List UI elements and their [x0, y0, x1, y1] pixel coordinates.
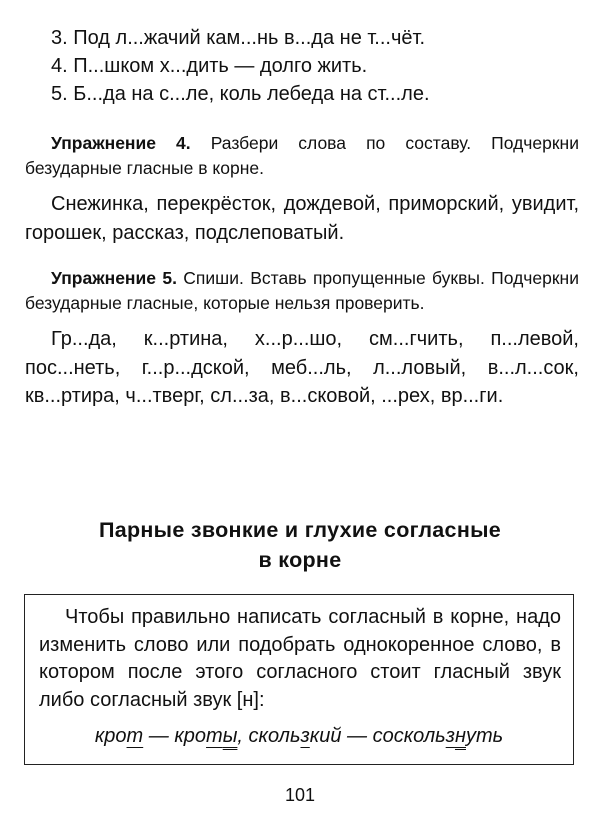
example-word: уть [465, 725, 504, 747]
rule-box [24, 594, 574, 765]
section-heading-line: в корне [258, 548, 342, 572]
exercise-instructions: Разбери слова по составу. Подчеркни безударные гласные в корне. [25, 133, 579, 178]
example-word: со [372, 725, 394, 747]
section-heading [0, 515, 600, 575]
proverb-item: 4. П...шком х...дить — долго жить. [51, 55, 368, 77]
example-word: сколь [248, 725, 301, 747]
underlined-consonant: з [300, 725, 310, 747]
section-heading-line: Парные звонкие и глухие согласные [98, 518, 502, 542]
double-underlined-consonant: н [454, 725, 466, 747]
exercise-task [25, 266, 579, 316]
exercise-label: Упражнение 4. [51, 133, 191, 153]
example-word: сколь [393, 725, 446, 747]
example-word: кий [309, 725, 342, 747]
proverb-item: 5. Б...да на с...ле, коль лебеда на ст...ле. [51, 83, 430, 105]
exercise-words: Гр...да, к...ртина, х...р...шо, см...гчить, п...левой, пос...неть, г...р...дской, меб...ль, л...ловый, в...л...сок, кв...ртира, ч...тверг, сл...за, в...сковой, ...рех, вр...ги. [25, 328, 579, 407]
exercise-5 [25, 266, 579, 411]
example-word: кро [94, 725, 127, 747]
exercise-instructions: Спиши. Вставь пропущенные буквы. Подчеркни безударные гласные, которые нельзя проверить. [25, 268, 579, 313]
proverb-item: 3. Под л...жачий кам...нь в...да не т...чёт. [51, 27, 426, 49]
double-underlined-vowel: ы [222, 725, 238, 747]
comma: , [237, 725, 249, 747]
example-word: кро [174, 725, 207, 747]
underlined-consonant: т [206, 725, 223, 747]
exercise-words: Снежинка, перекрёсток, дождевой, приморский, увидит, горошек, рассказ, подслеповатый. [25, 193, 579, 244]
proverb-list [51, 24, 430, 108]
underlined-consonant: т [126, 725, 144, 747]
underlined-consonant: з [445, 725, 455, 747]
page-number: 101 [284, 785, 316, 805]
rule-text: Чтобы правильно написать согласный в корне, надо изменить слово или подобрать однокоренное слово, в котором после этого согласного стоит гласный звук либо согласный звук [н]: [39, 606, 561, 711]
exercise-label: Упражнение 5. [51, 268, 177, 288]
dash: — [143, 725, 175, 747]
exercise-4 [25, 131, 579, 247]
dash: — [341, 725, 373, 747]
exercise-task [25, 131, 579, 181]
rule-example [25, 722, 573, 750]
